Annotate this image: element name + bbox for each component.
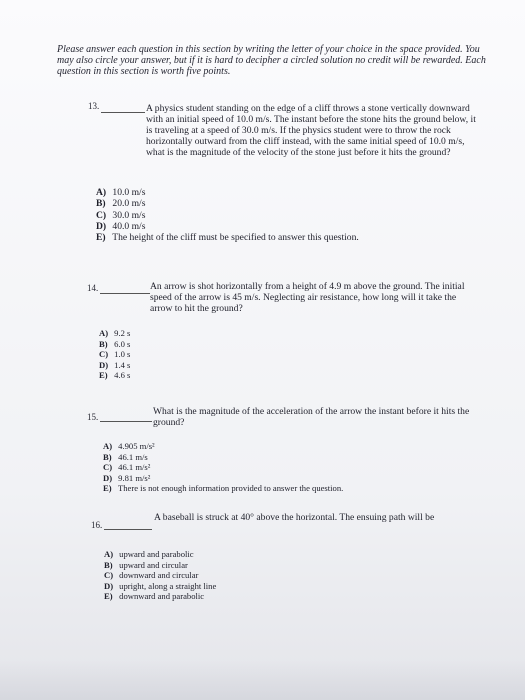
choice-a[interactable]: A) upward and parabolic <box>104 549 194 559</box>
choice-e[interactable]: E) The height of the cliff must be specified to answer this question. <box>96 232 359 244</box>
answer-blank-13[interactable] <box>101 112 145 113</box>
answer-blank-15[interactable] <box>100 421 152 422</box>
choice-c[interactable]: C) 46.1 m/s² <box>103 462 151 472</box>
question-stem: A physics student standing on the edge of a cliff throws a stone vertically downward with an initial speed of 10.0 m/s. The instant before the stone hits the ground below, it is traveling at a speed of 30.0 m/s. If the physics student were to throw the rock horizontally outward from the cliff instead, with the same initial speed of 10.0 m/s, what is the magnitude of the velocity of the stone just before it hits the ground? <box>146 103 476 158</box>
question-stem: A baseball is struck at 40° above the horizontal. The ensuing path will be <box>154 512 435 523</box>
choice-c[interactable]: C) downward and circular <box>104 570 199 580</box>
section-instructions: Please answer each question in this section by writing the letter of your choice in the space provided. You may also circle your answer, but if it is hard to decipher a circled solution no credit will be rewarded. Each question in this section is worth five points. <box>57 44 486 77</box>
choice-a[interactable]: A) 4.905 m/s² <box>103 441 155 451</box>
question-number: 16. <box>91 520 103 530</box>
choice-e[interactable]: E) There is not enough information provided to answer the question. <box>103 483 344 493</box>
page-shadow <box>0 660 525 700</box>
answer-choices <box>104 549 216 602</box>
choice-b[interactable]: B) 20.0 m/s <box>96 198 146 210</box>
choice-a[interactable]: A) 9.2 s <box>99 328 131 338</box>
choice-d[interactable]: D) 1.4 s <box>99 359 131 370</box>
question-number: 14. <box>87 283 99 293</box>
choice-d[interactable]: D) 40.0 m/s <box>96 220 146 232</box>
answer-blank-16[interactable] <box>104 529 152 530</box>
choice-c[interactable]: C) 30.0 m/s <box>96 209 146 221</box>
choice-e[interactable]: E) downward and parabolic <box>104 591 205 601</box>
answer-blank-14[interactable] <box>100 293 150 294</box>
answer-choices <box>96 187 359 243</box>
choice-d[interactable]: D) upright, along a straight line <box>104 580 217 591</box>
choice-c[interactable]: C) 1.0 s <box>99 349 131 359</box>
answer-choices <box>103 441 343 494</box>
question-number: 13. <box>88 101 100 111</box>
choice-a[interactable]: A) 10.0 m/s <box>96 187 146 198</box>
question-stem: What is the magnitude of the acceleration of the arrow the instant before it hits the ground? <box>153 406 470 428</box>
choice-d[interactable]: D) 9.81 m/s² <box>103 472 151 483</box>
choice-e[interactable]: E) 4.6 s <box>99 370 131 380</box>
answer-choices <box>99 328 130 381</box>
question-stem: An arrow is shot horizontally from a height of 4.9 m above the ground. The initial speed of the arrow is 45 m/s. Neglecting air resistance, how long will it take the arrow to hit the ground? <box>150 281 465 314</box>
question-number: 15. <box>87 412 99 422</box>
choice-b[interactable]: B) 6.0 s <box>99 338 131 349</box>
choice-b[interactable]: B) 46.1 m/s <box>103 451 148 462</box>
choice-b[interactable]: B) upward and circular <box>104 559 188 570</box>
